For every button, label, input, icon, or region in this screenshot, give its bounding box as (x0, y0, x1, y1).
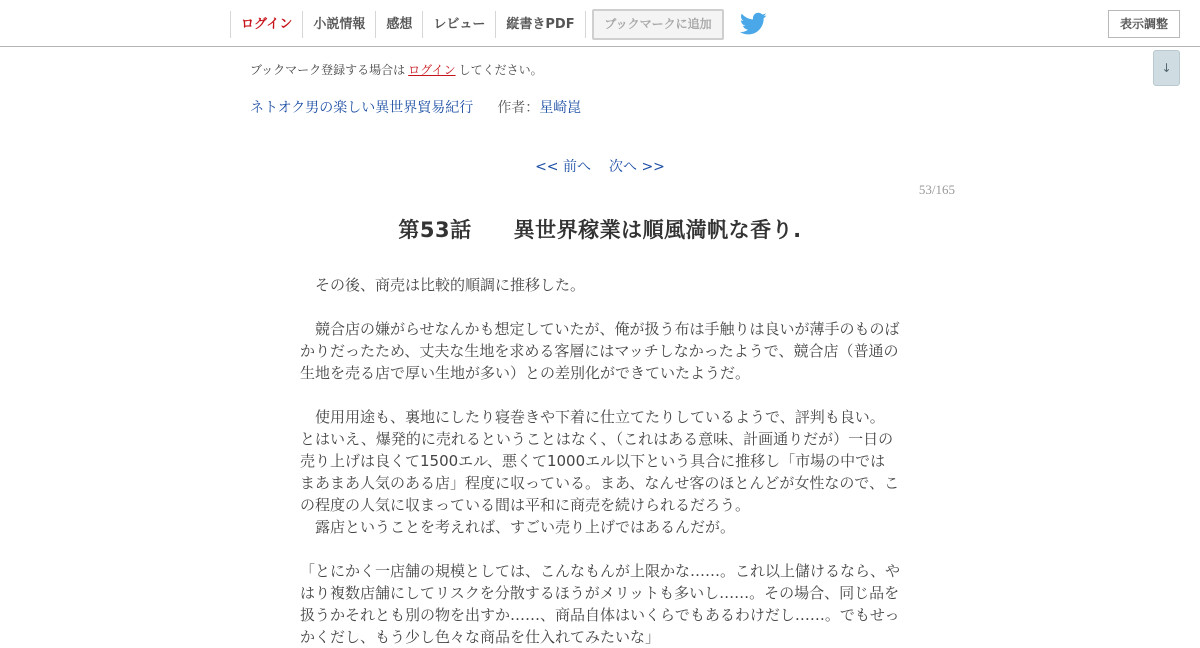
notice-suffix: してください。 (458, 63, 543, 77)
body-paragraph: その後、商売は比較的順調に推移した。 (300, 276, 586, 294)
top-bar (0, 0, 1200, 47)
main-nav (230, 11, 586, 38)
author-link[interactable]: 星崎崑 (539, 100, 582, 116)
nav-novel-info-link[interactable]: 小説情報 (302, 11, 375, 38)
nav-login-link[interactable]: ログイン (230, 11, 302, 38)
author-label: 作者： (497, 100, 540, 116)
body-paragraph (300, 296, 900, 318)
notice-prefix: ブックマーク登録する場合は (250, 63, 406, 77)
chapter-subtitle: 異世界稼業は順風満帆な香り. (513, 218, 802, 242)
chapter-number: 第53話 (398, 218, 472, 242)
twitter-bird-icon[interactable] (740, 12, 767, 36)
prev-chapter-link[interactable]: << 前へ (535, 159, 591, 175)
body-paragraph (300, 538, 900, 560)
body-paragraph (300, 384, 900, 406)
novel-body (300, 274, 900, 648)
chapter-title (0, 214, 1200, 244)
display-settings-button[interactable]: 表示調整 (1108, 10, 1180, 38)
body-paragraph: 競合店の嫌がらせなんかも想定していたが、俺が扱う布は手触りは良いが薄手のものばかりだったため、丈夫な生地を求める客層にはマッチしなかったようで、競合店（普通の生地を売る店で厚い生地が多い）との差別化ができていたようだ。 (300, 320, 900, 382)
body-paragraph: 露店ということを考えれば、すごい売り上げではあるんだが。 (300, 518, 736, 536)
chapter-count: 53/165 (918, 182, 955, 197)
chapter-pager (0, 156, 1200, 176)
notice-login-link[interactable]: ログイン (408, 63, 456, 77)
novel-title-link[interactable]: ネトオク男の楽しい異世界貿易紀行 (250, 100, 474, 116)
body-paragraph: 「とにかく一店舗の規模としては、こんなもんが上限かな……。これ以上儲けるなら、やはり複数店舗にしてリスクを分散するほうがメリットも多いし……。その場合、同じ品を扱うかそれとも別の物を出すか……、商品自体はいくらでもあるわけだし……。でもせっかくだし、もう少し色々な商品を仕入れてみたいな」 (300, 562, 901, 646)
scroll-down-button[interactable]: ↓ (1153, 50, 1180, 86)
nav-impressions-link[interactable]: 感想 (375, 11, 422, 38)
body-paragraph: とはいえ、爆発的に売れるということはなく、（これはある意味、計画通りだが）一日の売り上げは良くて1500エル、悪くて1000エル以下という具合に推移し「市場の中ではまあまあ人気のある店」程度に収っている。まあ、なんせ客のほとんどが女性なので、この程度の人気に収まっている間は平和に商売を続けられるだろう。 (300, 430, 900, 514)
nav-review-link[interactable]: レビュー (422, 11, 495, 38)
add-bookmark-button[interactable]: ブックマークに追加 (592, 9, 724, 40)
body-paragraph: 使用用途も、裏地にしたり寝巻きや下着に仕立てたりしているようで、評判も良い。 (300, 408, 885, 426)
nav-vertical-pdf-link[interactable]: 縦書きPDF (495, 11, 585, 38)
bookmark-login-notice (250, 61, 543, 78)
next-chapter-link[interactable]: 次へ >> (609, 159, 665, 175)
novel-header (250, 97, 581, 117)
